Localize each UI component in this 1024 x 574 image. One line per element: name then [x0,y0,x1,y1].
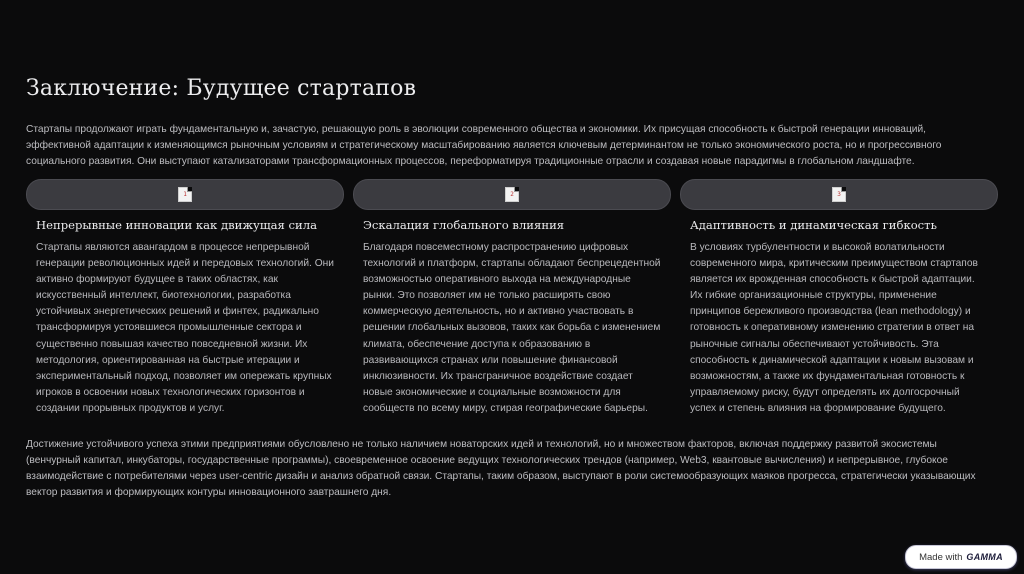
card-header-pill [680,179,998,210]
card-text: Стартапы являются авангардом в процессе непрерывной генерации революционных идей и передовых технологий. Они активно формируют будущее в таких областях, как искусственный интеллект, биотехнологии, разработка устойчивых энергетических решений и финтех, радикально трансформируя устоявшиеся промышленные сектора и существенно повышая качество повседневной жизни. Их методология, ориентированная на быстрые итерации и экспериментальный подход, позволяет им опережать крупных игроков в освоении новых технологических горизонтов и создании прорывных продуктов и услуг. [36,242,334,414]
intro-paragraph: Стартапы продолжают играть фундаментальную и, зачастую, решающую роль в эволюции современного общества и экономики. Их присущая способность к быстрой генерации инноваций, эффективной адаптации к изменяющимся рыночным условиям и стратегическому масштабированию является ключевым детерминантом не только экономического роста, но и прогрессивного социального развития. Они выступают катализаторами трансформационных процессов, переформатируя традиционные отрасли и создавая новые парадигмы в глобальном ландшафте. [26,124,942,167]
numbered-image-icon: 3 [832,187,846,202]
card-global-influence [353,179,671,414]
gamma-logo: GAMMA [966,552,1003,562]
numbered-image-icon: 1 [178,187,192,202]
card-innovation [26,179,344,414]
card-heading: Адаптивность и динамическая гибкость [690,218,937,232]
card-text: Благодаря повсеместному распространению цифровых технологий и платформ, стартапы обладают беспрецедентной возможностью оперативного выхода на международные рынки. Это позволяет им не только расширять свою коммерческую деятельность, но и активно участвовать в решении глобальных вызовов, таких как борьба с изменением климата, обеспечение доступа к образованию в развивающихся странах или повышение финансовой инклюзивности. Их трансграничное воздействие создает новые экономические и социальные возможности для сообществ по всему миру, стирая географические барьеры. [363,242,661,414]
numbered-image-icon: 2 [505,187,519,202]
badge-prefix: Made with [919,551,963,563]
card-header-pill [26,179,344,210]
card-heading: Эскалация глобального влияния [363,218,565,232]
card-adaptability [680,179,998,414]
card-heading: Непрерывные инновации как движущая сила [36,218,318,232]
card-text: В условиях турбулентности и высокой волатильности современного мира, критическим преимуществом стартапов является их врожденная способность к быстрой адаптации. Их гибкие организационные структуры, применение принципов бережливого производства (lean methodology) и готовность к оперативному изменению стратегии в ответ на рыночные сигналы обеспечивают устойчивость. Эта способность к динамической адаптации к новым вызовам и возможностям, а также их фундаментальная готовность к управляемому риску, будут определять их долгосрочный успех и степень влияния на формирование будущего. [690,242,978,414]
made-with-gamma-badge[interactable] [905,545,1017,569]
page-title: Заключение: Будущее стартапов [26,76,417,101]
conclusion-paragraph: Достижение устойчивого успеха этими предприятиями обусловлено не только наличием новаторских идей и технологий, но и множеством факторов, включая поддержку развитой экосистемы (венчурный капитал, инкубаторы, государственные программы), своевременное освоение ведущих технологических трендов (например, Web3, квантовые вычисления) и непрерывное, глубокое взаимодействие с потребителями через user-centric дизайн и анализ обратной связи. Стартапы, таким образом, выступают в роли системообразующих маяков прогресса, стратегически указывающих вектор развития и формирующих контуры инновационного завтрашнего дня. [26,439,976,499]
card-header-pill [353,179,671,210]
